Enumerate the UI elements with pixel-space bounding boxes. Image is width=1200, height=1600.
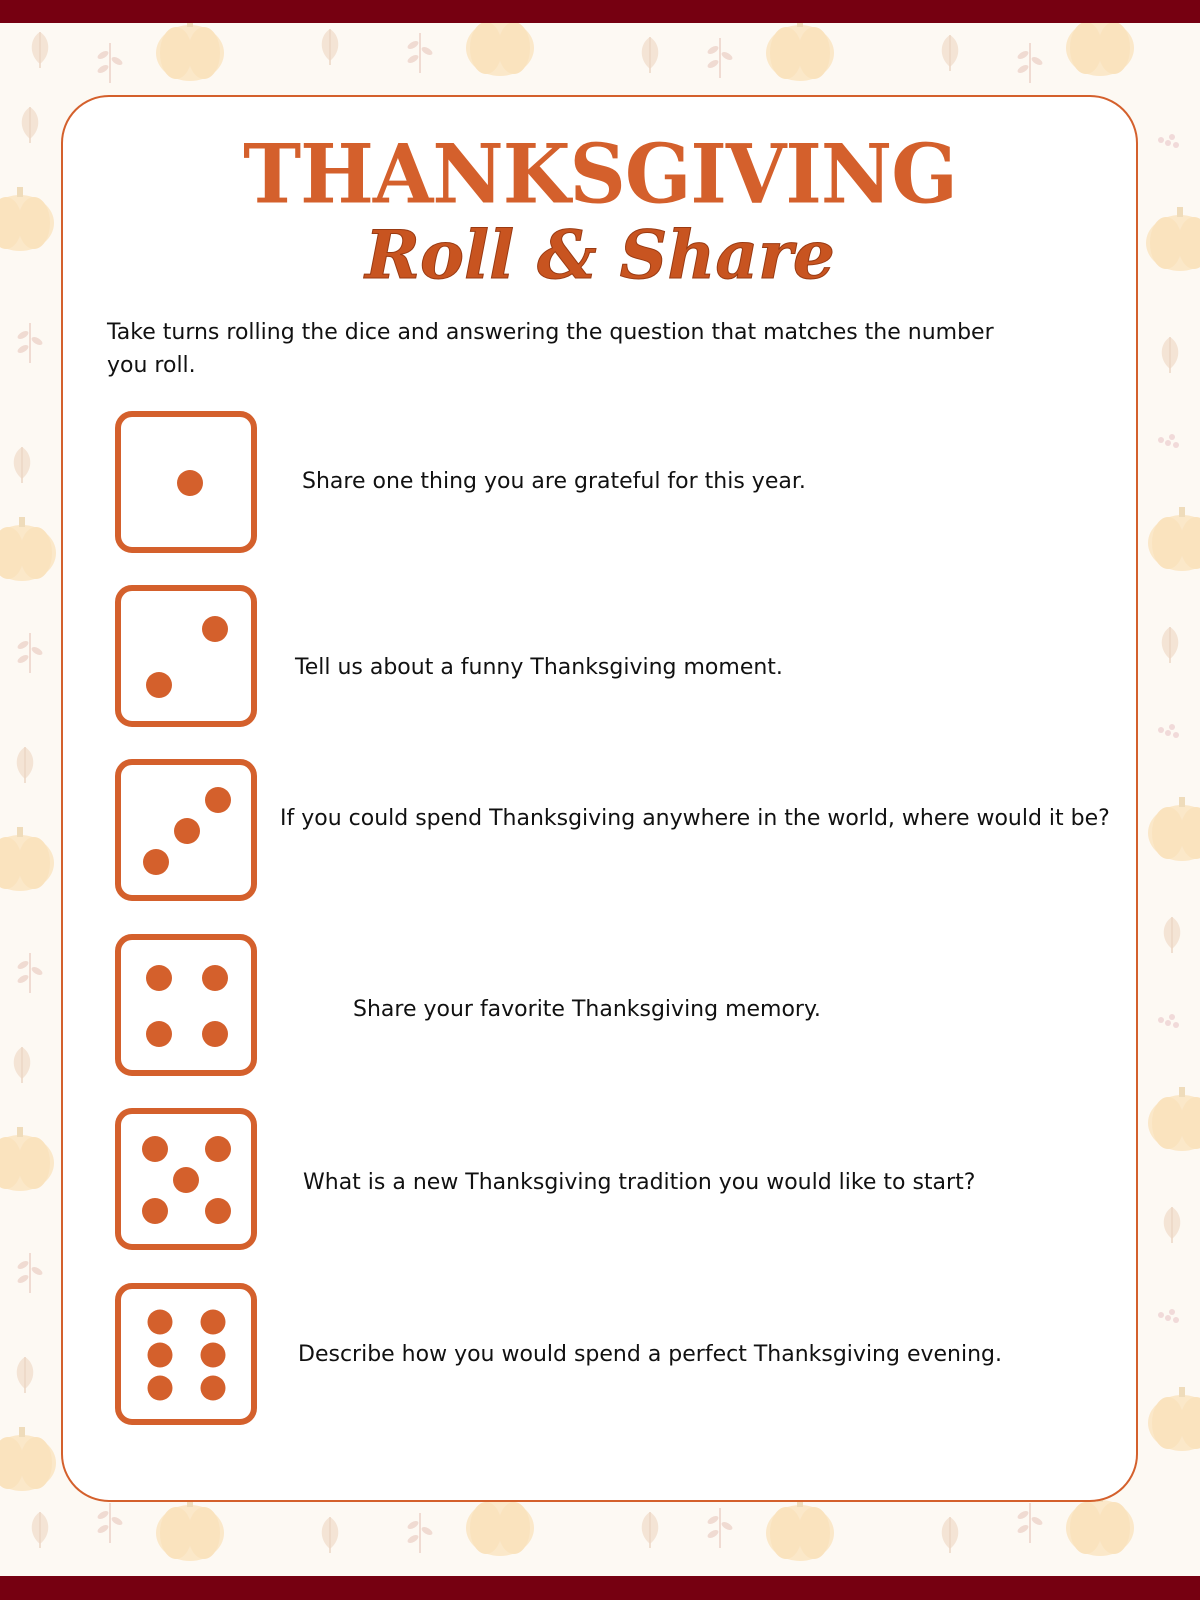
die-face-5-icon	[114, 1107, 258, 1251]
die-face-3-icon	[114, 758, 258, 902]
instructions-text: Take turns rolling the dice and answering the question that matches the number you roll.	[107, 320, 994, 378]
question-2-text: Tell us about a funny Thanksgiving moment.	[295, 655, 783, 680]
question-5-text: What is a new Thanksgiving tradition you would like to start?	[303, 1170, 976, 1195]
die-face-4-icon	[114, 933, 258, 1077]
die-face-2-icon	[114, 584, 258, 728]
bottom-border-bar	[0, 1576, 1200, 1600]
question-1-text: Share one thing you are grateful for this year.	[302, 469, 806, 494]
die-face-1-icon	[114, 410, 258, 554]
die-face-6-icon	[114, 1282, 258, 1426]
question-4-text: Share your favorite Thanksgiving memory.	[353, 997, 821, 1022]
page-subtitle: Roll & Share	[365, 216, 835, 294]
top-border-bar	[0, 0, 1200, 23]
question-6-text: Describe how you would spend a perfect Thanksgiving evening.	[298, 1342, 1002, 1367]
page-title: THANKSGIVING	[243, 126, 957, 223]
question-3-text: If you could spend Thanksgiving anywhere in the world, where would it be?	[280, 806, 1110, 831]
